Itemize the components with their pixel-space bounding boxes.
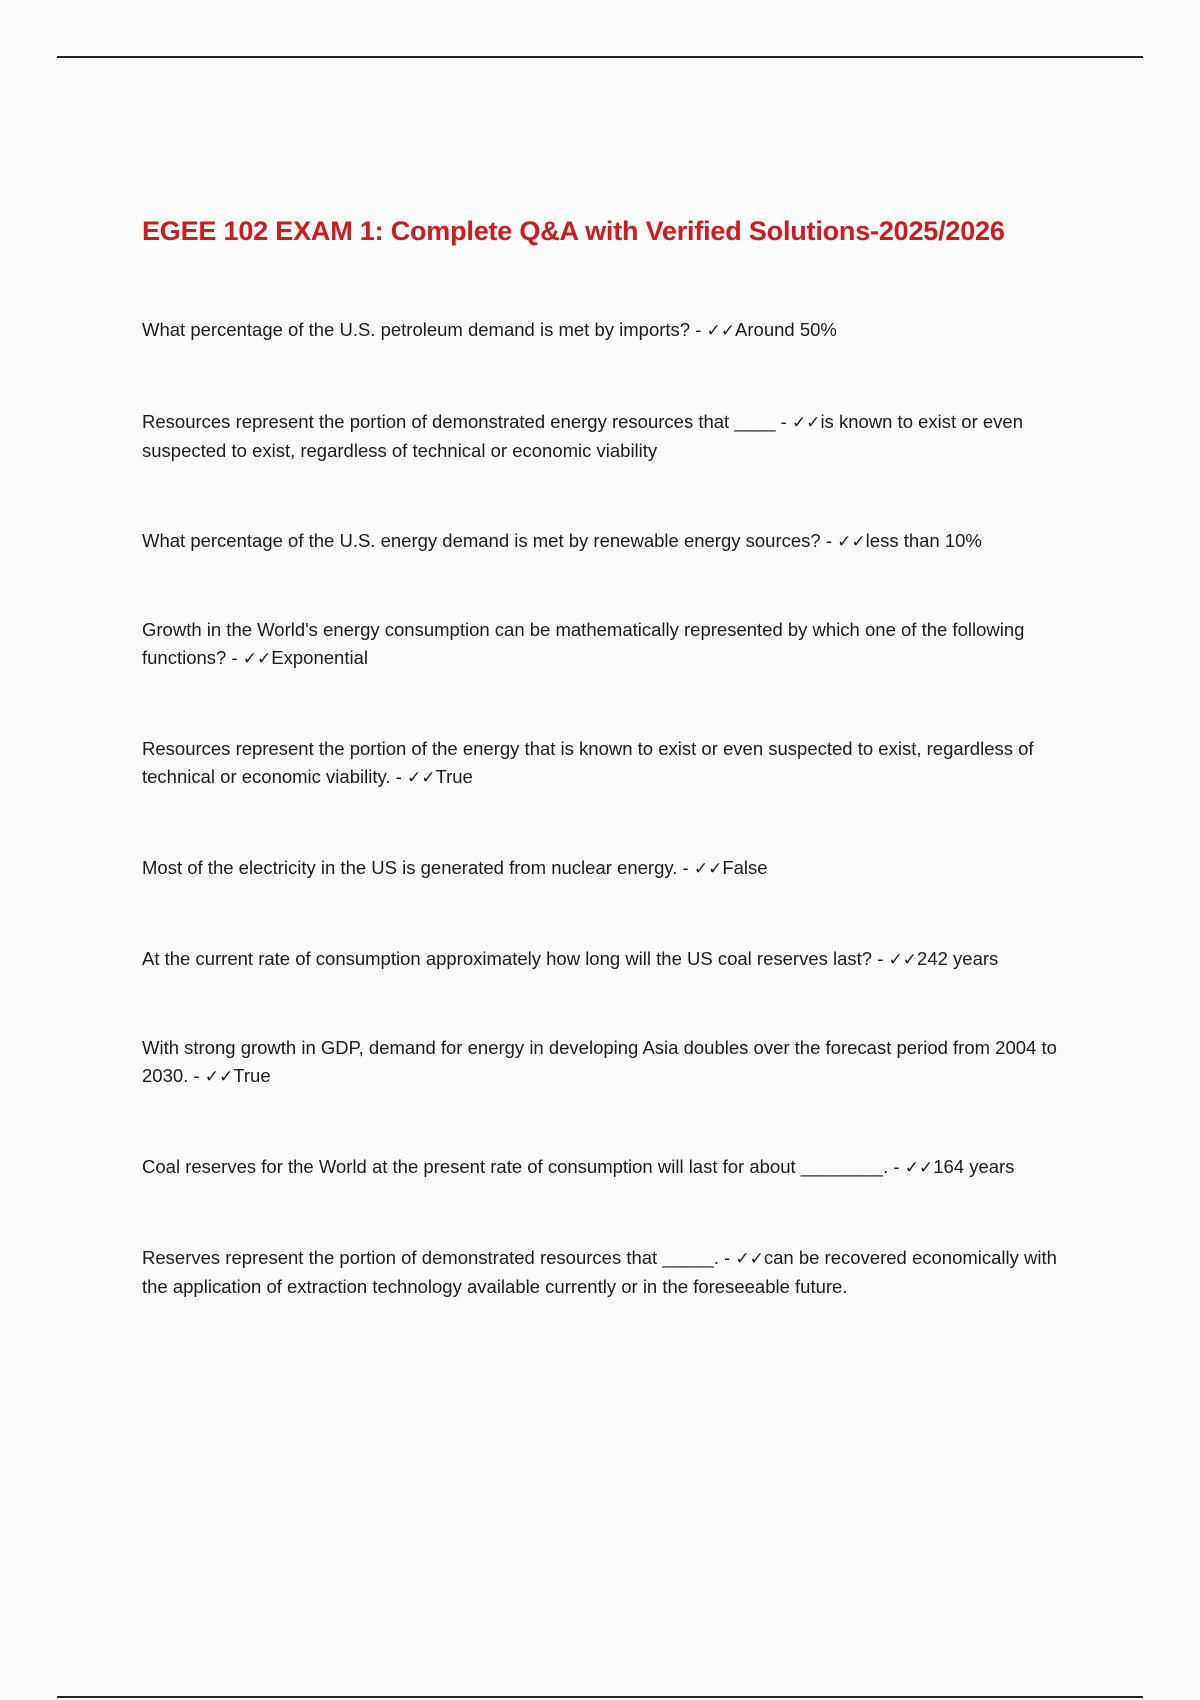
question-text: Coal reserves for the World at the present rate of consumption will last for about ________. <box>142 1156 889 1177</box>
separator: - <box>872 948 889 969</box>
header-rule <box>57 56 1143 58</box>
qa-item <box>142 1153 1062 1182</box>
question-text: Resources represent the portion of demonstrated energy resources that ____ <box>142 411 776 432</box>
separator: - <box>188 1065 205 1086</box>
qa-item <box>142 316 1062 345</box>
check-mark-icon: ✓✓ <box>706 321 736 341</box>
qa-item <box>142 408 1062 465</box>
question-text: Most of the electricity in the US is generated from nuclear energy. <box>142 857 678 878</box>
question-text: Resources represent the portion of the energy that is known to exist or even suspected to exist, regardless of technical or economic viability. <box>142 738 1034 787</box>
qa-item <box>142 735 1062 792</box>
answer-text: True <box>233 1065 271 1086</box>
separator: - <box>690 319 707 340</box>
qa-item <box>142 945 1062 974</box>
qa-item <box>142 1034 1062 1091</box>
answer-text: is known to exist or even suspected to exist, regardless of technical or economic viability <box>142 411 1024 461</box>
check-mark-icon: ✓✓ <box>693 859 723 879</box>
footer-rule <box>57 1696 1143 1698</box>
separator: - <box>718 1247 736 1268</box>
qa-item <box>142 854 1062 883</box>
separator: - <box>820 530 838 551</box>
separator: - <box>677 857 694 878</box>
document-title: EGEE 102 EXAM 1: Complete Q&A with Verified Solutions-2025/2026 <box>142 216 1005 246</box>
question-text: What percentage of the U.S. petroleum demand is met by imports? <box>142 319 691 340</box>
separator: - <box>775 411 792 432</box>
separator: - <box>390 766 407 787</box>
check-mark-icon: ✓✓ <box>904 1158 934 1178</box>
qa-item <box>142 616 1062 673</box>
answer-text: less than 10% <box>865 530 982 551</box>
answer-text: False <box>722 857 768 878</box>
answer-text: 164 years <box>933 1156 1015 1177</box>
question-text: Reserves represent the portion of demonstrated resources that _____. <box>142 1247 719 1268</box>
check-mark-icon: ✓✓ <box>791 413 821 433</box>
answer-text: Around 50% <box>735 319 837 340</box>
qa-item <box>142 527 1062 556</box>
check-mark-icon: ✓✓ <box>406 768 436 788</box>
question-text: Growth in the World's energy consumption can be mathematically represented by which one of the following functions? <box>142 619 1025 668</box>
check-mark-icon: ✓✓ <box>888 950 918 970</box>
separator: - <box>888 1156 905 1177</box>
check-mark-icon: ✓✓ <box>735 1249 764 1269</box>
check-mark-icon: ✓✓ <box>204 1067 234 1087</box>
check-mark-icon: ✓✓ <box>837 532 866 552</box>
qa-list <box>142 316 1062 1301</box>
qa-item <box>142 1244 1062 1301</box>
question-text: At the current rate of consumption approximately how long will the US coal reserves last? <box>142 948 873 969</box>
check-mark-icon: ✓✓ <box>242 649 272 669</box>
question-text: With strong growth in GDP, demand for energy in developing Asia doubles over the forecast period from 2004 to 2030. <box>142 1037 1057 1086</box>
separator: - <box>226 647 243 668</box>
answer-text: 242 years <box>917 948 999 969</box>
answer-text: True <box>435 766 473 787</box>
answer-text: Exponential <box>271 647 368 668</box>
question-text: What percentage of the U.S. energy demand is met by renewable energy sources? <box>142 530 821 551</box>
answer-text: can be recovered economically with the application of extraction technology available currently or in the foreseeable future. <box>142 1247 1057 1297</box>
